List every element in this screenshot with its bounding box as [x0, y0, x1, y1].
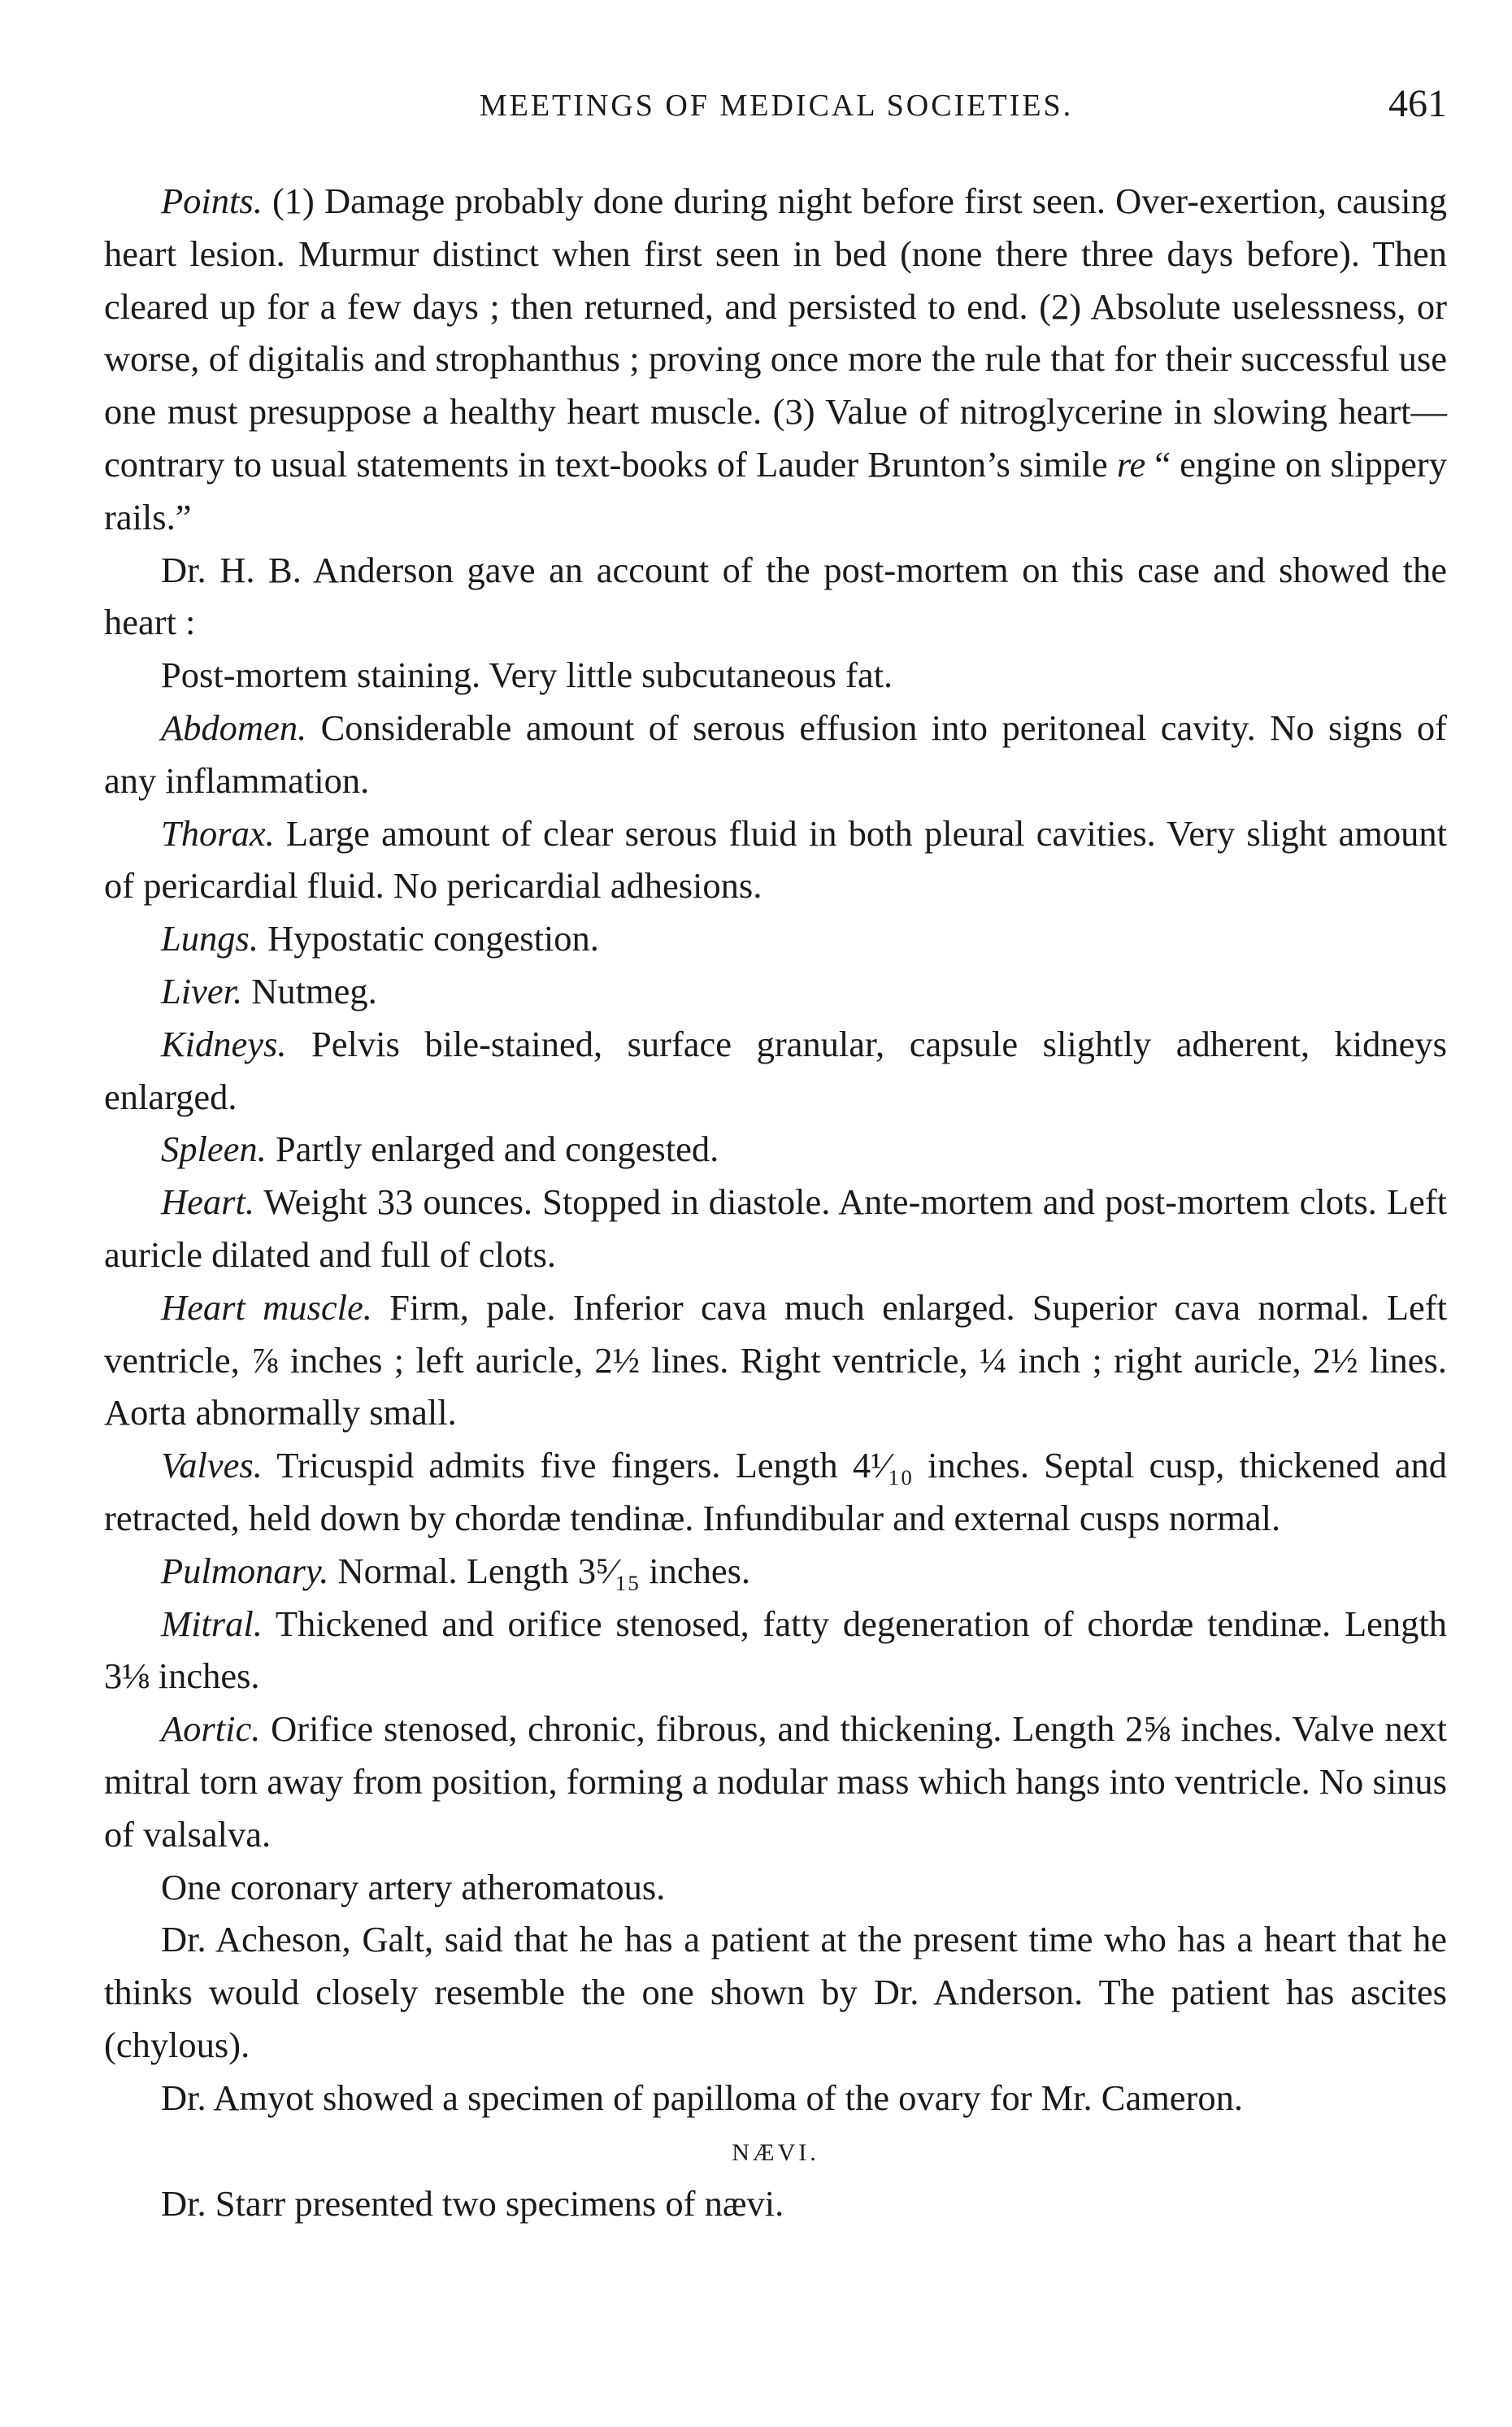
paragraph-label: Heart.: [161, 1181, 254, 1223]
paragraph-label: Spleen.: [161, 1129, 267, 1170]
page-number: 461: [1388, 82, 1447, 125]
paragraph-acheson: [104, 1913, 1447, 2071]
page-header: [106, 81, 1447, 130]
paragraph-text: Considerable amount of serous effusion into peritoneal cavity. No signs of any inflammation.: [104, 707, 1447, 801]
paragraph-text: Pelvis bile-stained, surface granular, capsule slightly adherent, kidneys enlarged.: [104, 1023, 1447, 1117]
paragraph-text: Dr. Starr presented two specimens of nævi.: [161, 2183, 784, 2225]
latin-re: re: [1116, 443, 1146, 485]
paragraph-post-mortem: [104, 649, 1447, 702]
paragraph-text: Thickened and orifice stenosed, fatty degeneration of chordæ tendinæ. Length 3⅛ inches.: [104, 1603, 1447, 1697]
paragraph-anderson: [104, 544, 1447, 650]
paragraph-label: Liver.: [161, 970, 243, 1011]
paragraph-label: Lungs.: [161, 918, 259, 959]
paragraph-points: [104, 175, 1447, 544]
paragraph-text: Large amount of clear serous fluid in both pleural cavities. Very slight amount of pericardial fluid. No pericardial adhesions.: [104, 812, 1447, 907]
paragraph-thorax: [104, 807, 1447, 913]
paragraph-label: Kidneys.: [161, 1023, 287, 1064]
paragraph-aortic: [104, 1703, 1447, 1860]
paragraph-text: Partly enlarged and congested.: [266, 1129, 719, 1170]
paragraph-text: Nutmeg.: [242, 970, 377, 1011]
paragraph-text: Hypostatic congestion.: [258, 918, 599, 959]
paragraph-heart: [104, 1176, 1447, 1281]
paragraph-label: Pulmonary.: [161, 1550, 329, 1591]
paragraph-abdomen: [104, 702, 1447, 807]
paragraph-text: Dr. Amyot showed a specimen of papilloma of the ovary for Mr. Cameron.: [161, 2077, 1244, 2118]
paragraph-amyot: [104, 2072, 1447, 2125]
paragraph-text: Orifice stenosed, chronic, fibrous, and thickening. Length 2⅝ inches. Valve next mitral torn away from position, forming a nodular mass which hangs into ventricle. No sinus of valsalva.: [104, 1708, 1447, 1855]
paragraph-text: Dr. Acheson, Galt, said that he has a patient at the present time who has a heart that he thinks would closely resemble the one shown by Dr. Anderson. The patient has ascites (chylous).: [104, 1919, 1447, 2065]
paragraph-text: One coronary artery atheromatous.: [161, 1866, 666, 1907]
paragraph-spleen: [104, 1123, 1447, 1176]
paragraph-label: Thorax.: [161, 812, 275, 854]
paragraph-text: Dr. H. B. Anderson gave an account of the post-mortem on this case and showed the heart :: [104, 549, 1447, 643]
paragraph-starr: [104, 2177, 1447, 2230]
paragraph-text: Firm, pale. Inferior cava much enlarged. Superior cava normal. Left ventricle, ⅞ inches ; left auricle, 2½ lines. Right ventricle, ¼ inch ; right auricle, 2½ lines. Aorta abnormally small.: [104, 1286, 1447, 1433]
paragraph-label: Mitral.: [161, 1603, 263, 1644]
paragraph-kidneys: [104, 1018, 1447, 1124]
paragraph-label: Aortic.: [161, 1708, 261, 1750]
paragraph-label: Points.: [161, 181, 263, 221]
paragraph-text: (1) Damage probably done during night before first seen. Over-exertion, causing heart lesion. Murmur distinct when first seen in bed (none there three days before). Then cleared up for a few days ; then returned, and persisted to end. (2) Absolute uselessness, or worse, of digitalis and strophanthus ; proving once more the rule that for their successful use one must presuppose a healthy heart muscle. (3) Value of nitroglycerine in slowing heart—contrary to usual statements in text-books of Lauder Brunton’s simile: [104, 181, 1447, 485]
paragraph-text: Post-mortem staining. Very little subcutaneous fat.: [161, 655, 893, 696]
paragraph-valves: [104, 1439, 1447, 1545]
running-head: MEETINGS OF MEDICAL SOCIETIES.: [479, 89, 1074, 123]
paragraph-liver: [104, 965, 1447, 1018]
paragraph-coronary: [104, 1861, 1447, 1914]
paragraph-label: Heart muscle.: [161, 1286, 372, 1328]
simile-quote: “ engine on slippery rails.”: [104, 443, 1448, 537]
paragraph-label: Abdomen.: [161, 707, 307, 748]
section-heading-naevi: NÆVI.: [732, 2139, 819, 2167]
paragraph-lungs: [104, 912, 1447, 965]
paragraph-text: Tricuspid admits five fingers. Length 4¹⁄₁₀ inches. Septal cusp, thickened and retracted, held down by chordæ tendinæ. Infundibular and external cusps normal.: [104, 1445, 1447, 1538]
paragraph-heart-muscle: [104, 1281, 1447, 1439]
paragraph-pulmonary: [104, 1545, 1447, 1598]
paragraph-text: Normal. Length 3⁵⁄₁₅ inches.: [328, 1550, 751, 1591]
paragraph-text: Weight 33 ounces. Stopped in diastole. Ante-mortem and post-mortem clots. Left auricle dilated and full of clots.: [104, 1181, 1447, 1275]
paragraph-label: Valves.: [161, 1445, 263, 1486]
paragraph-mitral: [104, 1598, 1447, 1703]
page-body: [104, 175, 1447, 2230]
